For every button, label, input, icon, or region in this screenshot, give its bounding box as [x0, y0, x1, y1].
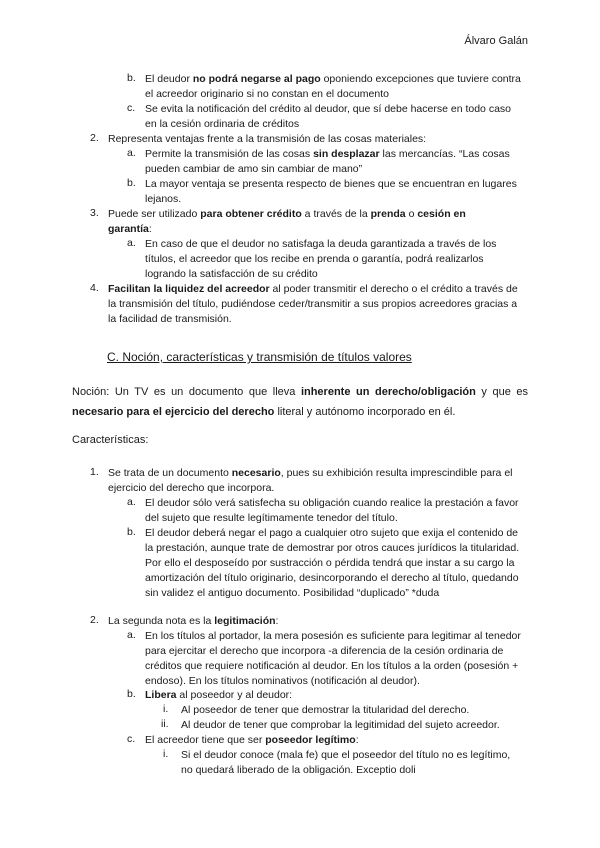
- list-item: En los títulos al portador, la mera posesión es suficiente para legitimar al tenedor para ejercitar el derecho que incorpora -a diferencia de la cesión ordinaria de créditos que requiere notificación al deudor. En los títulos a la orden (posesión + endoso). En los títulos nominativos (notificación al deudor).: [145, 630, 521, 687]
- list-marker: b.: [127, 688, 136, 700]
- list-item: Al poseedor de tener que demostrar la titularidad del derecho.: [181, 704, 470, 716]
- list-marker: c.: [127, 102, 136, 114]
- list-marker: b.: [127, 72, 136, 84]
- list-marker: a.: [127, 496, 136, 508]
- list-item: Permite la transmisión de las cosas sin desplazar las mercancías. “Las cosas pueden cambiar de amo sin cambiar de mano”: [145, 148, 510, 175]
- list-item: Representa ventajas frente a la transmisión de las cosas materiales:: [108, 133, 427, 145]
- list-item: Se evita la notificación del crédito al deudor, que sí debe hacerse en todo caso en la cesión ordinaria de créditos: [145, 103, 511, 130]
- author-name: Álvaro Galán: [464, 35, 528, 47]
- list-item: Facilitan la liquidez del acreedor al poder transmitir el derecho o el crédito a través de la transmisión del título, pudiéndose ceder/transmitir a sus propios acreedores gracias a la facilidad de transmisión.: [108, 283, 518, 325]
- definition-paragraph: Noción: Un TV es un documento que lleva inherente un derecho/obligación y que es: [72, 386, 529, 398]
- list-item: El deudor sólo verá satisfecha su obligación cuando realice la prestación a favor del sujeto que resulte legítimamente tenedor del título.: [145, 497, 519, 524]
- list-marker: 3.: [90, 207, 99, 219]
- list-marker: b.: [127, 526, 136, 538]
- list-item: Si el deudor conoce (mala fe) que el poseedor del título no es legítimo, no quedará liberado de la obligación. Exceptio doli: [181, 749, 511, 776]
- list-marker: a.: [127, 147, 136, 159]
- section-heading: C. Noción, características y transmisión de títulos valores: [107, 350, 412, 364]
- definition-paragraph-cont: necesario para el ejercicio del derecho literal y autónomo incorporado en él.: [72, 406, 456, 418]
- list-item: Al deudor de tener que comprobar la legitimidad del sujeto acreedor.: [181, 719, 500, 731]
- list-marker: b.: [127, 177, 136, 189]
- list-item: Puede ser utilizado para obtener crédito a través de la prenda o cesión en garantía:: [108, 208, 466, 235]
- list-item: El deudor no podrá negarse al pago oponiendo excepciones que tuviere contra el acreedor originario si no constan en el documento: [145, 73, 521, 100]
- list-item: La mayor ventaja se presenta respecto de bienes que se encuentran en lugares lejanos.: [145, 178, 517, 205]
- list-item: Libera al poseedor y al deudor:: [145, 689, 293, 701]
- list-marker: a.: [127, 237, 136, 249]
- list-marker: i.: [163, 748, 169, 760]
- list-marker: i.: [163, 703, 169, 715]
- list-item: El deudor deberá negar el pago a cualquier otro sujeto que exija el contenido de la prestación, aunque trate de demostrar por otros cauces jurídicos la titularidad. Por ello el desposeído por sustracción o pérdida tendrá que instar a su cargo la amortización del título originario, desincorporando el derecho al título, quedando sin validez el antiguo documento. Posibilidad “duplicado” *duda: [145, 527, 520, 599]
- list-marker: a.: [127, 629, 136, 641]
- list-item: Se trata de un documento necesario, pues su exhibición resulta imprescindible para el ejercicio del derecho que incorpora.: [108, 467, 513, 494]
- list-item: La segunda nota es la legitimación:: [108, 615, 279, 627]
- list-marker: 1.: [90, 466, 99, 478]
- list-item: En caso de que el deudor no satisfaga la deuda garantizada a través de los títulos, el acreedor que los recibe en prenda o garantía, podrá realizarlos logrando la satisfacción de su crédito: [145, 238, 497, 280]
- list-marker: ii.: [161, 718, 169, 730]
- list-marker: 2.: [90, 132, 99, 144]
- list-marker: 4.: [90, 282, 99, 294]
- characteristics-label: Características:: [72, 434, 149, 446]
- list-marker: c.: [127, 733, 136, 745]
- list-marker: 2.: [90, 614, 99, 626]
- list-item: El acreedor tiene que ser poseedor legítimo:: [145, 734, 359, 746]
